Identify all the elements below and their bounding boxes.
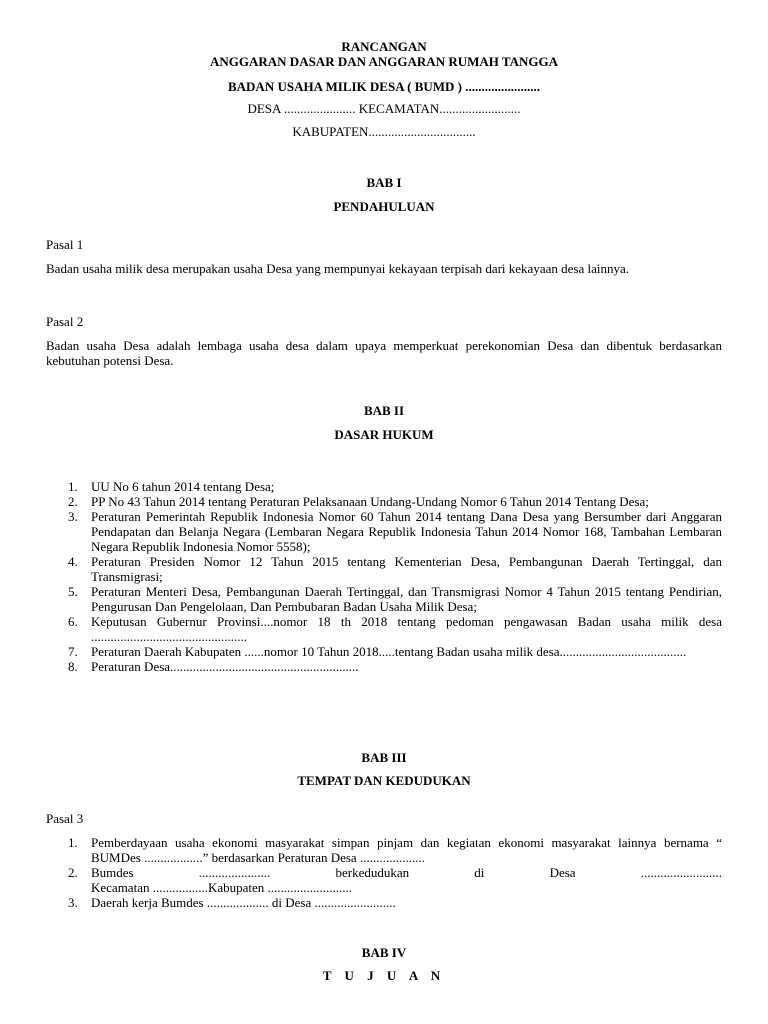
doc-header-line1: RANCANGAN xyxy=(341,39,427,54)
list-item: 6. Keputusan Gubernur Provinsi....nomor 18 th 2018 tentang pedoman pengawasan Badan usaha milik desa ................................................ xyxy=(68,614,722,644)
bab4-subtitle: T U J U A N xyxy=(322,968,446,983)
tempat-list xyxy=(46,835,722,910)
doc-header-line5: KABUPATEN................................. xyxy=(292,124,476,139)
doc-header-line2: ANGGARAN DASAR DAN ANGGARAN RUMAH TANGGA xyxy=(210,54,558,69)
list-item: 1. Pemberdayaan usaha ekonomi masyarakat simpan pinjam dan kegiatan ekonomi masyarakat lainnya bernama “ BUMDes ..................” berdasarkan Peraturan Desa .................... xyxy=(68,835,722,865)
list-item: 1. UU No 6 tahun 2014 tentang Desa; xyxy=(68,479,275,494)
bab3-subtitle: TEMPAT DAN KEDUDUKAN xyxy=(297,773,471,788)
list-item: 5. Peraturan Menteri Desa, Pembangunan Daerah Tertinggal, dan Transmigrasi Nomor 4 Tahun 2015 tentang Pendirian, Pengurusan Dan Pengelolaan, Dan Pembubaran Badan Usaha Milik Desa; xyxy=(68,584,722,614)
bab2-subtitle: DASAR HUKUM xyxy=(334,427,434,442)
bab1-subtitle: PENDAHULUAN xyxy=(333,199,435,214)
pasal2-text: Badan usaha Desa adalah lembaga usaha desa dalam upaya memperkuat perekonomian Desa dan dibentuk berdasarkan kebutuhan potensi Desa. xyxy=(46,338,722,368)
bab4-title: BAB IV xyxy=(361,945,407,960)
bab2-title: BAB II xyxy=(363,403,405,418)
bab3-title: BAB III xyxy=(361,750,407,765)
doc-header-line3: BADAN USAHA MILIK DESA ( BUMD ) ....................... xyxy=(227,79,541,94)
list-item: 2. Bumdes ...................... berkedudukan di Desa ......................... Kecamatan .................Kabupaten .......................... xyxy=(68,865,722,895)
list-item: 3. Daerah kerja Bumdes ................... di Desa ......................... xyxy=(68,895,396,910)
list-item: 7. Peraturan Daerah Kabupaten ......nomor 10 Tahun 2018.....tentang Badan usaha milik desa....................................... xyxy=(68,644,687,659)
pasal3-label: Pasal 3 xyxy=(46,811,84,826)
dasar-hukum-list xyxy=(46,479,722,674)
pasal1-label: Pasal 1 xyxy=(46,237,84,252)
list-item-spread-line: Bumdes ...................... berkedudukan di Desa ......................... xyxy=(91,865,722,880)
list-item: 8. Peraturan Desa.......................................................... xyxy=(68,659,359,674)
pasal2-label: Pasal 2 xyxy=(46,314,84,329)
doc-header-line4: DESA ...................... KECAMATAN......................... xyxy=(247,101,521,116)
pasal1-text: Badan usaha milik desa merupakan usaha Desa yang mempunyai kekayaan terpisah dari kekayaan desa lainnya. xyxy=(46,261,629,276)
list-item: 2. PP No 43 Tahun 2014 tentang Peraturan Pelaksanaan Undang-Undang Nomor 6 Tahun 2014 Tentang Desa; xyxy=(68,494,649,509)
list-item: 3. Peraturan Pemerintah Republik Indonesia Nomor 60 Tahun 2014 tentang Dana Desa yang Bersumber dari Anggaran Pendapatan dan Belanja Negara (Lembaran Negara Republik Indonesia Tahun 2014 Nomor 168, Tambahan Lembaran Negara Republik Indonesia Nomor 5558); xyxy=(68,509,722,554)
bab1-title: BAB I xyxy=(366,175,402,190)
list-item: 4. Peraturan Presiden Nomor 12 Tahun 2015 tentang Kementerian Desa, Pembangunan Daerah Tertinggal, dan Transmigrasi; xyxy=(68,554,722,584)
